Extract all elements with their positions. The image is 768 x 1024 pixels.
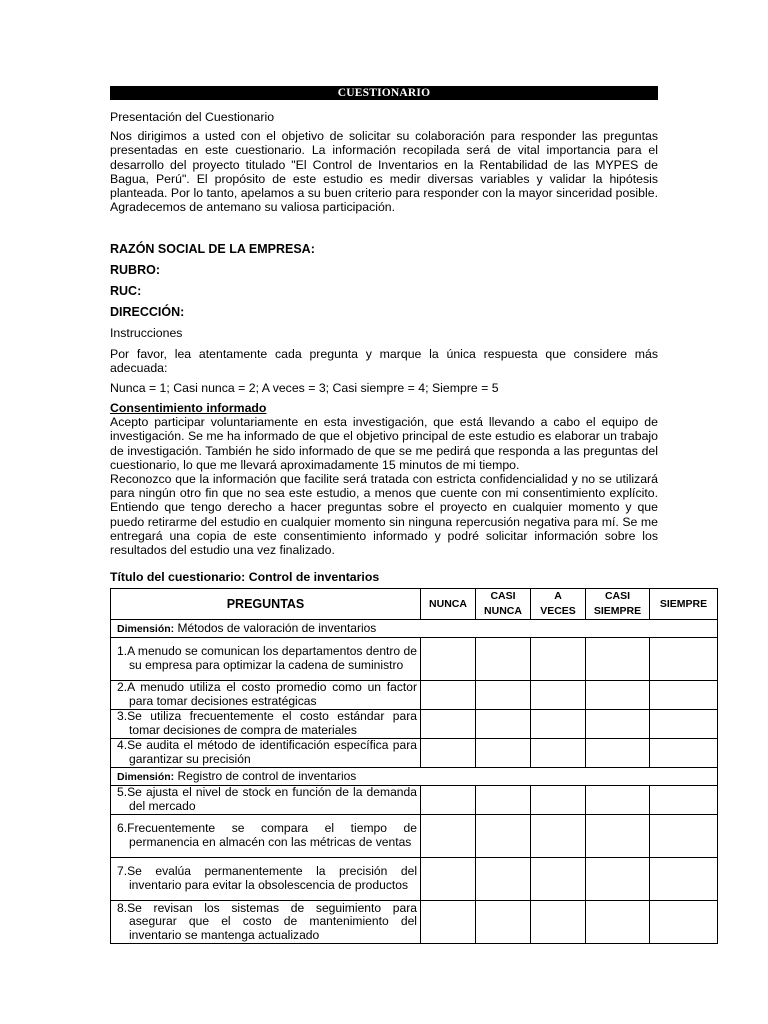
instructions-text: Por favor, lea atentamente cada pregunta y marque la única respuesta que considere más adecuada: [110, 346, 658, 375]
answer-cell[interactable] [531, 739, 586, 768]
field-ruc: RUC: [110, 284, 142, 299]
answer-cell[interactable] [421, 638, 476, 681]
consent-heading: Consentimiento informado [110, 401, 267, 416]
header-casi-siempre: CASI SIEMPRE [586, 589, 650, 620]
questionnaire-title: Título del cuestionario: Control de inventarios [110, 570, 380, 585]
answer-cell[interactable] [650, 739, 718, 768]
answer-cell[interactable] [531, 681, 586, 710]
answer-cell[interactable] [421, 858, 476, 901]
table-header-row [111, 589, 718, 620]
dimension-2: Dimensión: Registro de control de inventarios [111, 768, 718, 786]
table-row [111, 739, 718, 768]
answer-cell[interactable] [421, 681, 476, 710]
header-nunca: NUNCA [421, 589, 476, 620]
dimension-row [111, 620, 718, 638]
table-row [111, 710, 718, 739]
question-4: 4.Se audita el método de identificación específica para garantizar su precisión [117, 738, 417, 766]
answer-cell[interactable] [476, 638, 531, 681]
table-row [111, 786, 718, 815]
presentation-heading: Presentación del Cuestionario [110, 110, 275, 124]
answer-cell[interactable] [476, 786, 531, 815]
answer-cell[interactable] [650, 786, 718, 815]
answer-cell[interactable] [650, 858, 718, 901]
answer-cell[interactable] [476, 901, 531, 944]
document-page [110, 86, 658, 584]
answer-cell[interactable] [476, 858, 531, 901]
table-row [111, 815, 718, 858]
question-7: 7.Se evalúa permanentemente la precisión del inventario para evitar la obsolescencia de productos [117, 864, 417, 892]
header-siempre: SIEMPRE [650, 589, 718, 620]
answer-cell[interactable] [531, 901, 586, 944]
table-row [111, 858, 718, 901]
answer-cell[interactable] [586, 901, 650, 944]
question-8: 8.Se revisan los sistemas de seguimiento para asegurar que el costo de mantenimiento del inventario se mantenga actualizado [117, 900, 417, 942]
answer-cell[interactable] [421, 901, 476, 944]
header-casi-nunca: CASI NUNCA [476, 589, 531, 620]
answer-cell[interactable] [531, 815, 586, 858]
question-3: 3.Se utiliza frecuentemente el costo estándar para tomar decisiones de compra de materiales [117, 709, 417, 737]
question-5: 5.Se ajusta el nivel de stock en función de la demanda del mercado [117, 785, 417, 813]
answer-cell[interactable] [421, 815, 476, 858]
question-1: 1.A menudo se comunican los departamentos dentro de su empresa para optimizar la cadena de suministro [117, 644, 417, 672]
answer-cell[interactable] [421, 710, 476, 739]
answer-cell[interactable] [586, 815, 650, 858]
header-a-veces: A VECES [531, 589, 586, 620]
answer-cell[interactable] [650, 815, 718, 858]
question-2: 2.A menudo utiliza el costo promedio como un factor para tomar decisiones estratégicas [117, 680, 417, 708]
answer-cell[interactable] [531, 710, 586, 739]
table-row [111, 681, 718, 710]
document-title: CUESTIONARIO [110, 86, 658, 100]
presentation-text: Nos dirigimos a usted con el objetivo de solicitar su colaboración para responder las preguntas presentadas en este cuestionario. La información recopilada será de vital importancia para el desarrollo del proyecto titulado "El Control de Inventarios en la Rentabilidad de las MYPES de Bagua, Perú". El propósito de este estudio es medir diversas variables y validar la hipótesis planteada. Por lo tanto, apelamos a su buen criterio para responder con la mayor sinceridad posible. Agradecemos de antemano su valiosa participación. [110, 129, 658, 215]
questionnaire-table [110, 588, 718, 944]
answer-cell[interactable] [650, 710, 718, 739]
field-razon-social: RAZÓN SOCIAL DE LA EMPRESA: [110, 242, 315, 257]
header-preguntas: PREGUNTAS [111, 589, 421, 620]
answer-cell[interactable] [476, 815, 531, 858]
answer-cell[interactable] [586, 786, 650, 815]
table-row [111, 901, 718, 944]
answer-cell[interactable] [421, 786, 476, 815]
scale-text: Nunca = 1; Casi nunca = 2; A veces = 3; Casi siempre = 4; Siempre = 5 [110, 381, 499, 396]
dimension-row [111, 768, 718, 786]
answer-cell[interactable] [586, 710, 650, 739]
consent-text-1: Acepto participar voluntariamente en esta investigación, que está llevando a cabo el equipo de investigación. Se me ha informado de que el objetivo principal de este estudio es elaborar un trabajo de investigación. También he sido informado de que se me pedirá que responda a las preguntas del cuestionario, lo que me llevará aproximadamente 15 minutos de mi tiempo. [110, 415, 658, 472]
field-rubro: RUBRO: [110, 263, 160, 278]
answer-cell[interactable] [476, 710, 531, 739]
answer-cell[interactable] [476, 681, 531, 710]
answer-cell[interactable] [586, 681, 650, 710]
answer-cell[interactable] [531, 786, 586, 815]
answer-cell[interactable] [586, 739, 650, 768]
answer-cell[interactable] [476, 739, 531, 768]
answer-cell[interactable] [531, 638, 586, 681]
answer-cell[interactable] [421, 739, 476, 768]
answer-cell[interactable] [531, 858, 586, 901]
table-row [111, 638, 718, 681]
answer-cell[interactable] [586, 858, 650, 901]
answer-cell[interactable] [586, 638, 650, 681]
answer-cell[interactable] [650, 901, 718, 944]
dimension-1: Dimensión: Métodos de valoración de inventarios [111, 620, 718, 638]
answer-cell[interactable] [650, 638, 718, 681]
question-6: 6.Frecuentemente se compara el tiempo de permanencia en almacén con las métricas de ventas [117, 821, 417, 849]
instructions-heading: Instrucciones [110, 326, 183, 341]
consent-text-2: Reconozco que la información que facilite será tratada con estricta confidencialidad y no se utilizará para ningún otro fin que no sea este estudio, a menos que cuente con mi consentimiento explícito. Entiendo que tengo derecho a hacer preguntas sobre el proyecto en cualquier momento y que puedo retirarme del estudio en cualquier momento sin ninguna repercusión negativa para mí. Se me entregará una copia de este consentimiento informado y podré solicitar información sobre los resultados del estudio una vez finalizado. [110, 472, 658, 558]
answer-cell[interactable] [650, 681, 718, 710]
field-direccion: DIRECCIÓN: [110, 305, 185, 320]
